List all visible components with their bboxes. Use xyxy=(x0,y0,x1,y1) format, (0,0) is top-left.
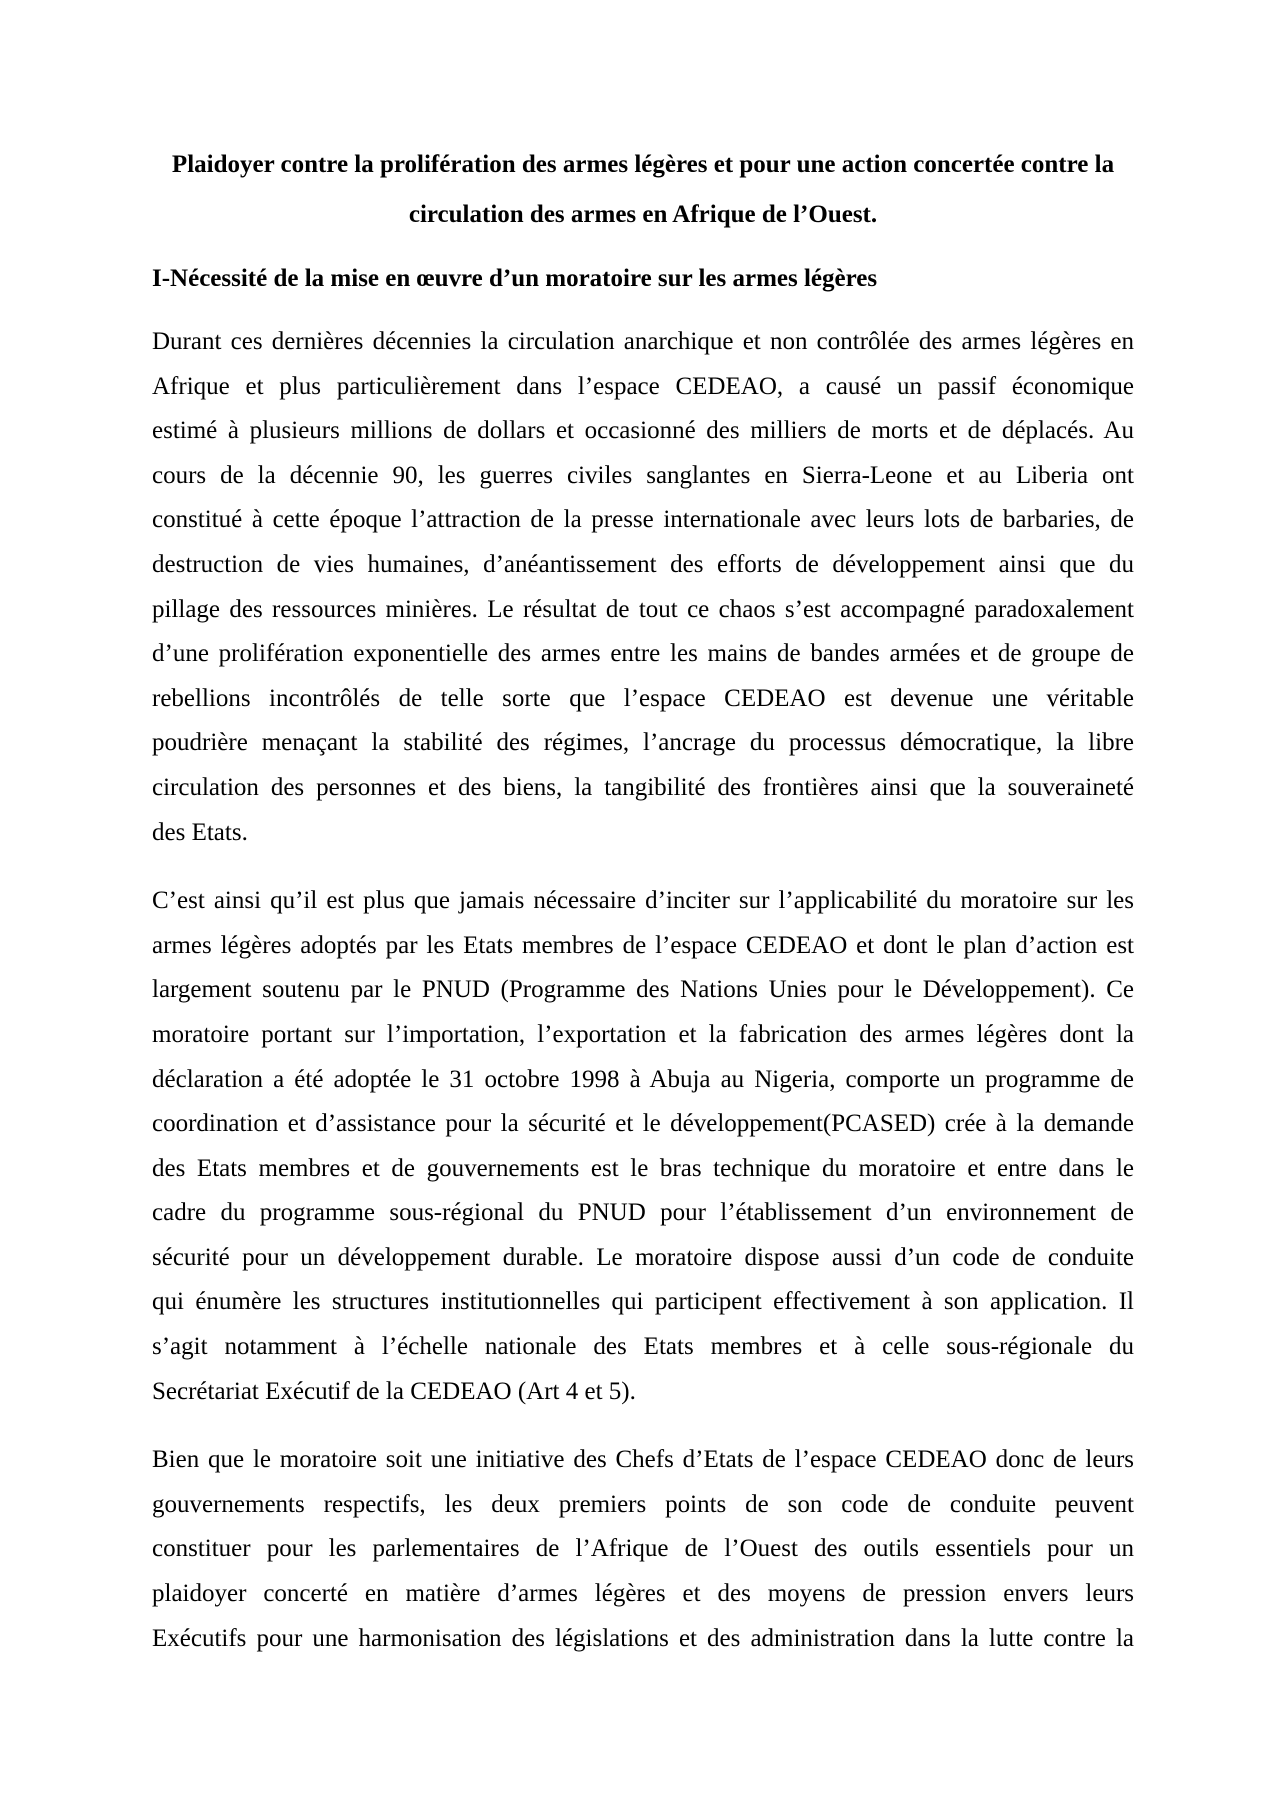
document-body xyxy=(152,320,1134,1661)
text-line: plaidoyer concerté en matière d’armes légères et des moyens de pression envers leurs xyxy=(152,1580,1134,1608)
document-title-line-1: Plaidoyer contre la prolifération des armes légères et pour une action concertée contre la xyxy=(171,151,1115,178)
text-line: déclaration a été adoptée le 31 octobre 1998 à Abuja au Nigeria, comporte un programme de xyxy=(152,1065,1134,1093)
text-line: Durant ces dernières décennies la circulation anarchique et non contrôlée des armes légères en xyxy=(152,328,1134,355)
paragraph xyxy=(152,879,1134,1414)
text-line: pillage des ressources minières. Le résultat de tout ce chaos s’est accompagné paradoxalement xyxy=(152,595,1134,623)
text-line: constituer pour les parlementaires de l’Afrique de l’Ouest des outils essentiels pour un xyxy=(152,1535,1134,1563)
text-line: Exécutifs pour une harmonisation des législations et des administration dans la lutte contre la xyxy=(152,1624,1134,1652)
text-line: circulation des personnes et des biens, la tangibilité des frontières ainsi que la souveraineté xyxy=(152,773,1134,801)
text-line: Bien que le moratoire soit une initiative des Chefs d’Etats de l’espace CEDEAO donc de leurs xyxy=(152,1446,1134,1474)
text-line: coordination et d’assistance pour la sécurité et le développement(PCASED) crée à la demande xyxy=(152,1110,1134,1138)
text-line: qui énumère les structures institutionnelles qui participent effectivement à son application. Il xyxy=(152,1288,1134,1316)
document-title xyxy=(152,140,1134,240)
text-line: sécurité pour un développement durable. Le moratoire dispose aussi d’un code de conduite xyxy=(152,1243,1134,1271)
text-line: cadre du programme sous-régional du PNUD pour l’établissement d’un environnement de xyxy=(152,1199,1134,1227)
section-heading: I-Nécessité de la mise en œuvre d’un moratoire sur les armes légères xyxy=(152,265,878,292)
text-line: s’agit notamment à l’échelle nationale des Etats membres et à celle sous-régionale du xyxy=(152,1333,1134,1361)
text-line: Secrétariat Exécutif de la CEDEAO (Art 4 et 5). xyxy=(152,1377,636,1405)
paragraph xyxy=(152,1438,1134,1661)
text-line: C’est ainsi qu’il est plus que jamais nécessaire d’inciter sur l’applicabilité du moratoire sur les xyxy=(152,887,1134,915)
text-line: poudrière menaçant la stabilité des régimes, l’ancrage du processus démocratique, la libre xyxy=(152,729,1134,757)
text-line: gouvernements respectifs, les deux premiers points de son code de conduite peuvent xyxy=(152,1490,1134,1518)
text-line: largement soutenu par le PNUD (Programme des Nations Unies pour le Développement). Ce xyxy=(152,976,1134,1004)
text-line: moratoire portant sur l’importation, l’exportation et la fabrication des armes légères dont la xyxy=(152,1020,1134,1048)
text-line: armes légères adoptés par les Etats membres de l’espace CEDEAO et dont le plan d’action est xyxy=(152,931,1134,959)
text-line: des Etats membres et de gouvernements est le bras technique du moratoire et entre dans le xyxy=(152,1154,1134,1182)
document-title-line-2: circulation des armes en Afrique de l’Ouest. xyxy=(408,201,878,228)
paragraph xyxy=(152,320,1134,855)
text-line: d’une prolifération exponentielle des armes entre les mains de bandes armées et de groupe de xyxy=(152,640,1134,668)
text-line: constitué à cette époque l’attraction de la presse internationale avec leurs lots de barbaries, de xyxy=(152,506,1134,534)
text-line: des Etats. xyxy=(152,818,248,846)
text-line: Afrique et plus particulièrement dans l’espace CEDEAO, a causé un passif économique xyxy=(152,372,1134,400)
text-line: cours de la décennie 90, les guerres civiles sanglantes en Sierra-Leone et au Liberia ont xyxy=(152,461,1134,489)
text-line: rebellions incontrôlés de telle sorte que l’espace CEDEAO est devenue une véritable xyxy=(152,684,1134,712)
text-line: destruction de vies humaines, d’anéantissement des efforts de développement ainsi que du xyxy=(152,550,1134,578)
text-line: estimé à plusieurs millions de dollars et occasionné des milliers de morts et de déplacés. Au xyxy=(152,417,1134,445)
